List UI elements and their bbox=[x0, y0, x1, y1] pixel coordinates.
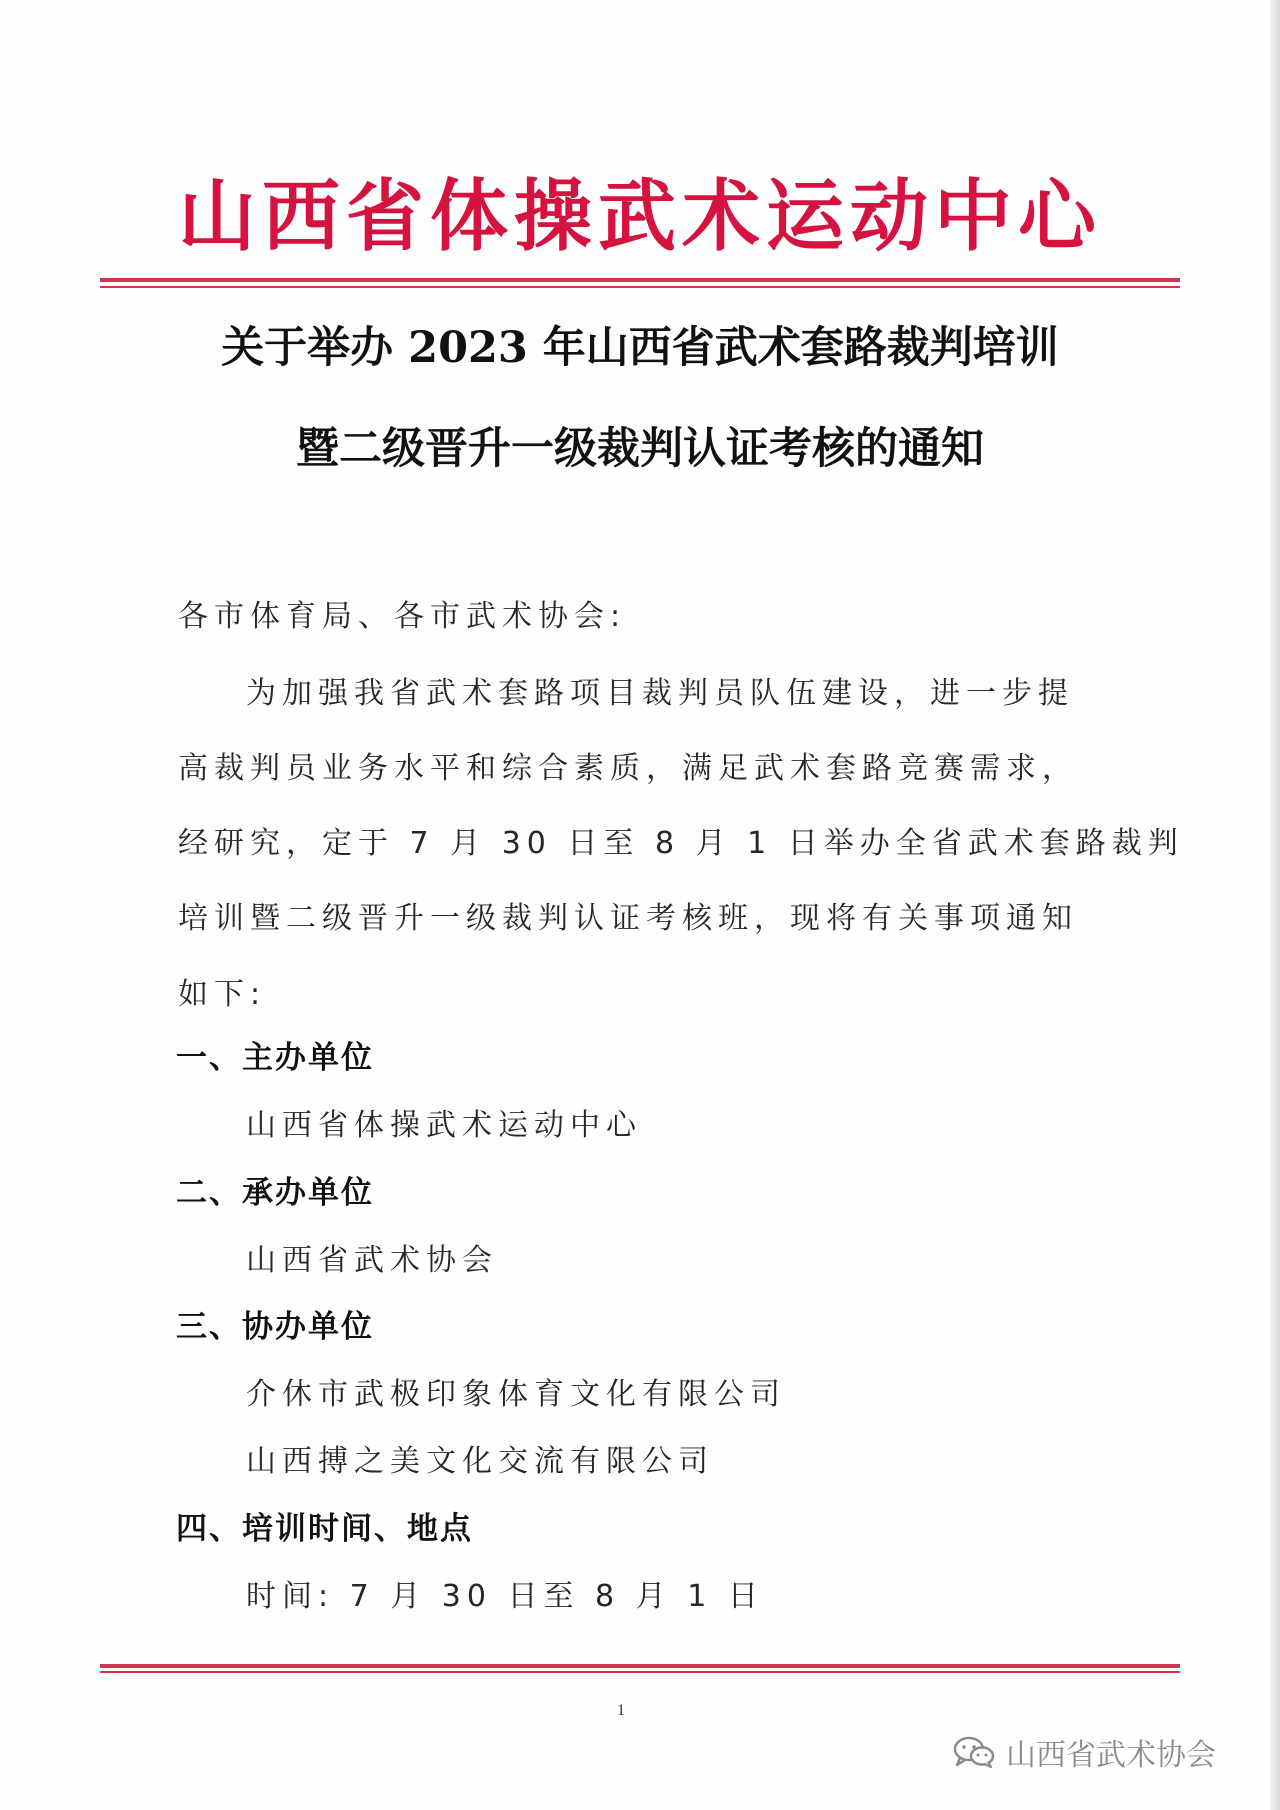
section-heading-time-location: 四、培训时间、地点 bbox=[176, 1511, 473, 1547]
letterhead-org-name: 山西省体操武术运动中心 bbox=[177, 171, 1102, 262]
intro-line-5: 如下: bbox=[178, 977, 267, 1012]
watermark-account-name: 山西省武术协会 bbox=[1006, 1738, 1216, 1773]
page-edge-shadow bbox=[1270, 0, 1280, 1810]
salutation: 各市体育局、各市武术协会: bbox=[178, 599, 627, 634]
intro-line-2: 高裁判员业务水平和综合素质，满足武术套路竞赛需求， bbox=[178, 751, 1078, 786]
letterhead-red-rule bbox=[100, 278, 1180, 282]
co-organizer-item: 介休市武极印象体育文化有限公司 bbox=[246, 1377, 786, 1412]
footer-red-rule-thin bbox=[100, 1671, 1180, 1673]
intro-line-4: 培训暨二级晋升一级裁判认证考核班，现将有关事项通知 bbox=[178, 901, 1078, 936]
document-title-line-2: 暨二级晋升一级裁判认证考核的通知 bbox=[296, 424, 984, 474]
intro-line-3: 经研究，定于 7 月 30 日至 8 月 1 日举办全省武术套路裁判 bbox=[178, 826, 1184, 861]
section-heading-organizer: 一、主办单位 bbox=[176, 1040, 374, 1076]
host-item: 山西省武术协会 bbox=[246, 1243, 498, 1278]
footer-red-rule bbox=[100, 1664, 1180, 1668]
intro-line-1: 为加强我省武术套路项目裁判员队伍建设，进一步提 bbox=[246, 676, 1074, 711]
section-heading-host: 二、承办单位 bbox=[176, 1175, 374, 1211]
letterhead-red-rule-thin bbox=[100, 286, 1180, 288]
page-number: 1 bbox=[617, 1702, 625, 1719]
co-organizer-item: 山西搏之美文化交流有限公司 bbox=[246, 1444, 714, 1479]
wechat-icon bbox=[952, 1734, 996, 1770]
document-title-line-1: 关于举办 2023 年山西省武术套路裁判培训 bbox=[221, 323, 1059, 373]
training-time: 时间: 7 月 30 日至 8 月 1 日 bbox=[246, 1579, 764, 1614]
organizer-item: 山西省体操武术运动中心 bbox=[246, 1108, 642, 1143]
wechat-watermark bbox=[952, 1730, 1216, 1774]
section-heading-co-organizers: 三、协办单位 bbox=[176, 1309, 374, 1345]
